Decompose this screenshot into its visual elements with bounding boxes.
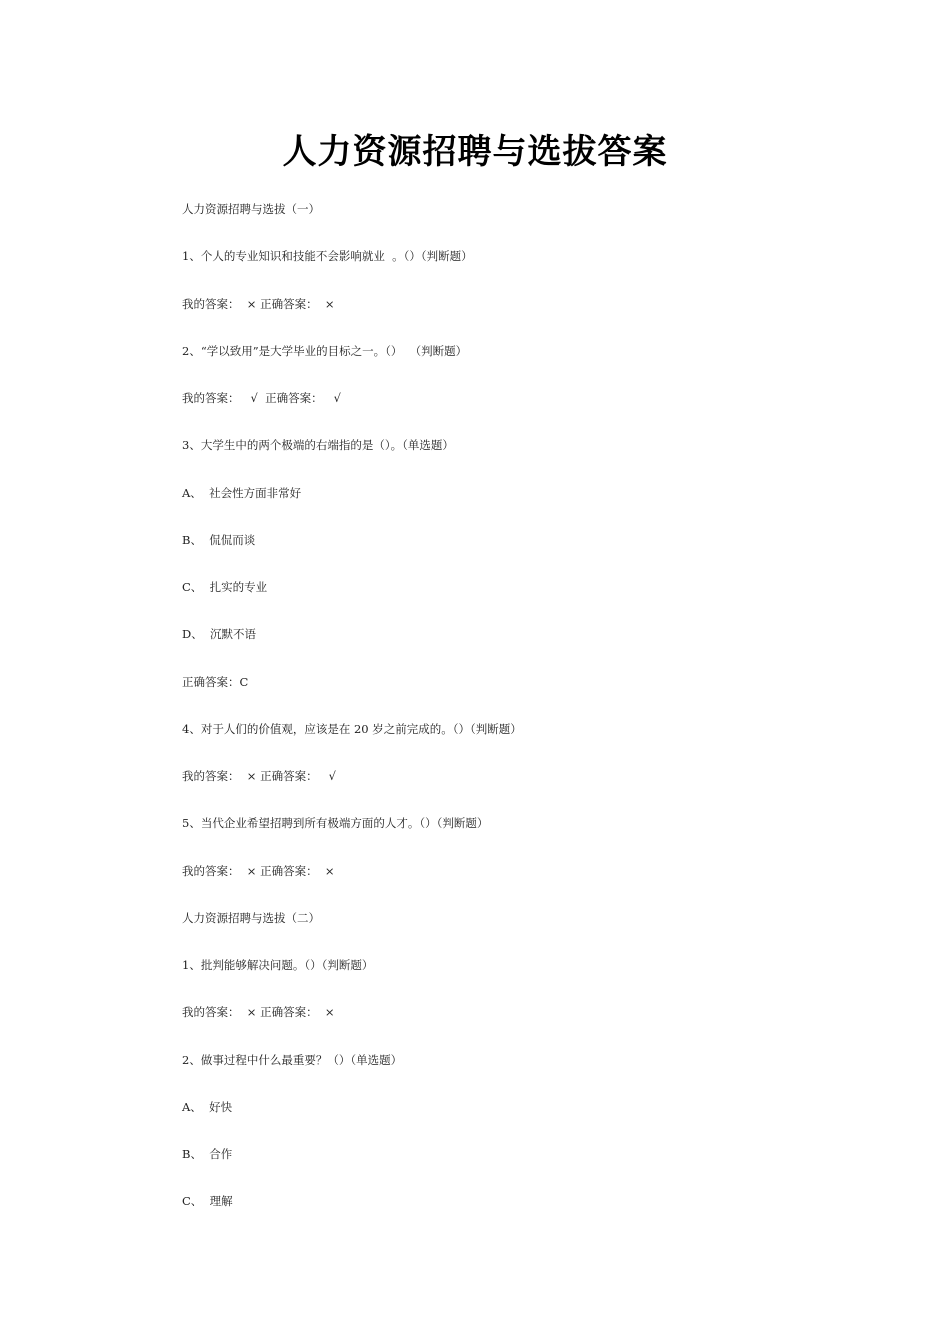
document-line: C、 理解: [182, 1194, 233, 1209]
document-line: A、 好快: [182, 1099, 233, 1114]
document-line: 1、个人的专业知识和技能不会影响就业 。（）（判断题）: [182, 249, 473, 264]
document-line: 我的答案： √ 正确答案： √: [182, 391, 341, 405]
document-line: 我的答案： × 正确答案： ×: [182, 1005, 335, 1020]
document-line: 1、批判能够解决问题。（）（判断题）: [182, 958, 374, 972]
document-line: A、 社会性方面非常好: [182, 485, 302, 500]
document-line: C、 扎实的专业: [182, 580, 268, 594]
document-line: 5、当代企业希望招聘到所有极端方面的人才。（）（判断题）: [182, 816, 489, 831]
document-line: 我的答案： × 正确答案： √: [182, 769, 336, 783]
document-title: 人力资源招聘与选拔答案: [282, 132, 668, 172]
document-line: 我的答案： × 正确答案： ×: [182, 863, 335, 878]
document-line: 正确答案：C: [182, 674, 249, 689]
document-line: 人力资源招聘与选拔（一）: [182, 202, 320, 216]
document-body: [182, 199, 782, 1239]
document-line: B、 合作: [182, 1147, 233, 1161]
document-line: D、 沉默不语: [182, 627, 257, 642]
document-line: 2、“学以致用”是大学毕业的目标之一。（） （判断题）: [182, 343, 468, 358]
document-line: 2、做事过程中什么最重要？（）（单选题）: [182, 1052, 403, 1067]
document-line: 4、对于人们的价值观，应该是在 20 岁之前完成的。（）（判断题）: [182, 721, 522, 736]
document-line: 我的答案： × 正确答案： ×: [182, 296, 335, 311]
document-line: B、 侃侃而谈: [182, 532, 256, 547]
document-line: 人力资源招聘与选拔（二）: [182, 910, 320, 925]
document-line: 3、大学生中的两个极端的右端指的是（）。（单选题）: [182, 438, 454, 453]
